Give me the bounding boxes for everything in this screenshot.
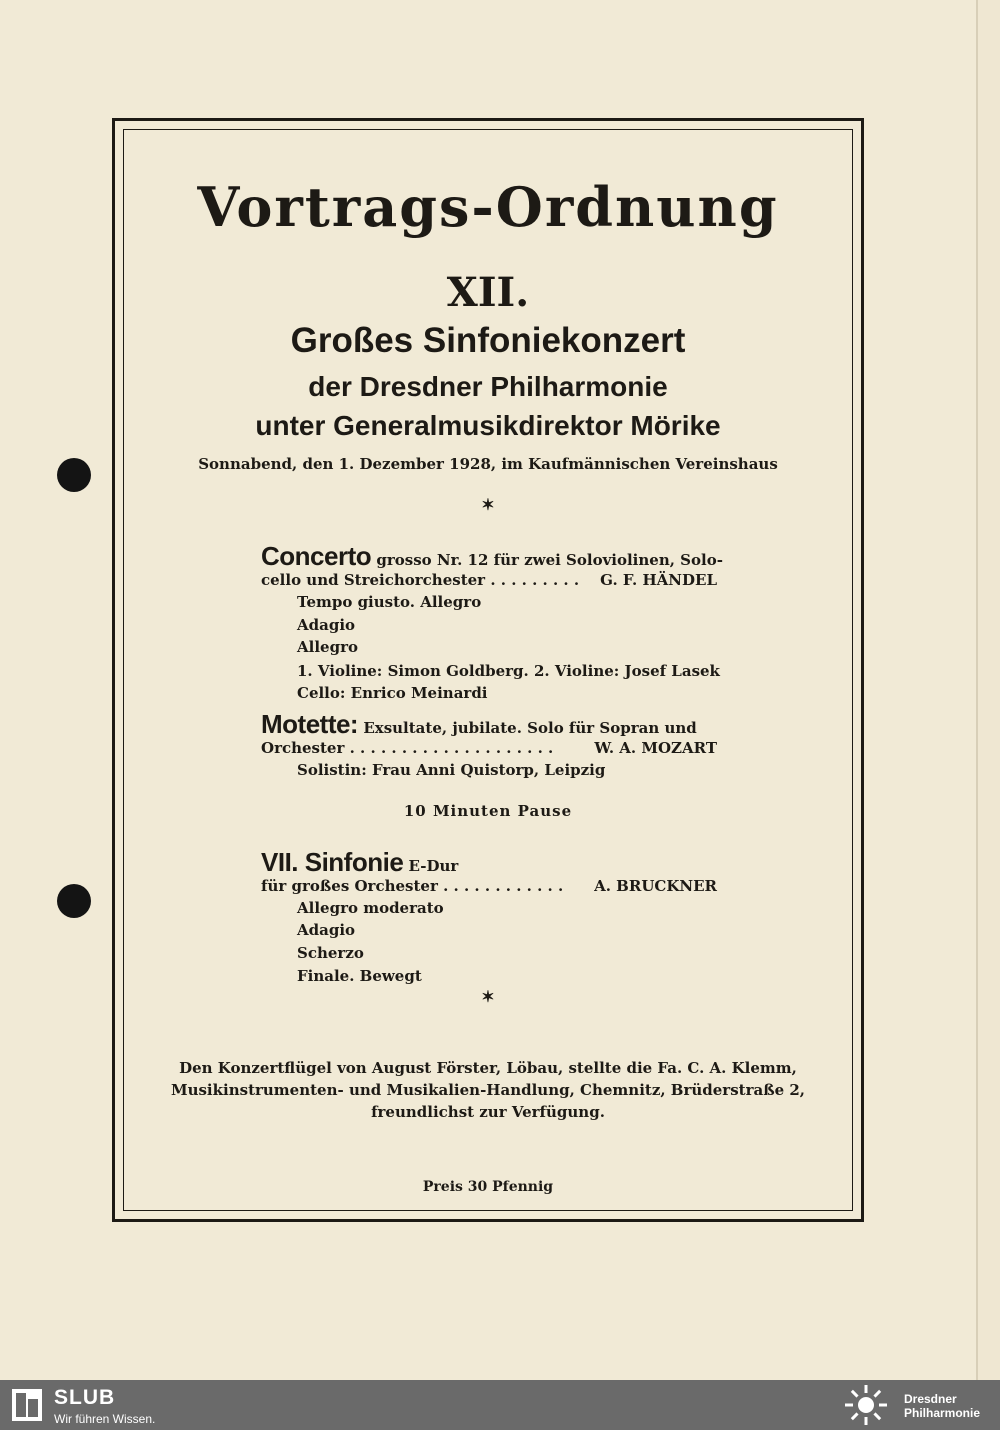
program-price: Preis 30 Pfennig <box>422 1179 554 1195</box>
sinfonie-name: VII. Sinfonie <box>261 847 404 877</box>
concerto-leader: . . . . . . . . . <box>490 571 580 589</box>
concerto-description: grosso Nr. 12 für zwei Soloviolinen, Solo- <box>376 551 723 569</box>
sinfonie-composer: A. BRUCKNER <box>594 877 717 895</box>
slub-name[interactable]: SLUB <box>54 1386 116 1409</box>
concerto-movement-2: Adagio <box>297 616 356 634</box>
piano-credit-line-3: freundlichst zur Verfügung. <box>371 1103 605 1121</box>
motette-description: Exsultate, jubilate. Solo für Sopran und <box>363 719 697 737</box>
philharmonie-logo-icon[interactable] <box>842 1384 890 1426</box>
orchestra-line: der Dresdner Philharmonie <box>308 371 668 402</box>
sinfonie-credit-line <box>261 877 717 895</box>
motette-leader: . . . . . . . . . . . . . . . . . . . . <box>349 739 554 757</box>
concerto-name: Concerto <box>261 541 372 571</box>
sinfonie-key: E-Dur <box>408 857 459 875</box>
program-title: Vortrags-Ordnung <box>197 175 779 239</box>
intermission-note: 10 Minuten Pause <box>403 802 573 820</box>
separator-star-top: ✶ <box>481 495 495 514</box>
piano-credit-line-2: Musikinstrumenten- und Musikalien-Handlung, Chemnitz, Brüderstraße 2, <box>170 1081 806 1099</box>
motette-credit-line <box>261 739 717 757</box>
punch-hole-bottom <box>57 884 91 918</box>
viewer-footer-bar <box>0 1380 1000 1430</box>
sinfonie-movement-4: Finale. Bewegt <box>297 967 422 985</box>
piano-credit-line-1: Den Konzertflügel von August Förster, Löbau, stellte die Fa. C. A. Klemm, <box>179 1059 797 1077</box>
piano-credit <box>115 1057 861 1123</box>
motette-name: Motette: <box>261 709 359 739</box>
program-content <box>115 121 861 1219</box>
program-frame <box>112 118 864 1222</box>
slub-logo-icon[interactable] <box>12 1389 42 1421</box>
concert-number: XII. <box>446 269 530 316</box>
partner-name-line-1: Dresdner <box>904 1392 957 1406</box>
slub-tagline: Wir führen Wissen. <box>54 1412 156 1426</box>
motette-heading <box>261 709 717 740</box>
date-venue-line: Sonnabend, den 1. Dezember 1928, im Kaufmännischen Vereinshaus <box>198 455 778 473</box>
separator-star-bottom: ✶ <box>481 987 495 1006</box>
sinfonie-description-2: für großes Orchester <box>261 877 438 895</box>
motette-composer: W. A. MOZART <box>594 739 717 757</box>
partner-name-line-2: Philharmonie <box>904 1406 981 1420</box>
sinfonie-movement-2: Adagio <box>297 921 356 939</box>
sinfonie-movement-3: Scherzo <box>297 944 364 962</box>
concerto-soloist-cello: Cello: Enrico Meinardi <box>297 684 488 702</box>
conductor-line: unter Generalmusikdirektor Mörike <box>255 410 721 441</box>
sinfonie-heading <box>261 847 717 878</box>
concert-title: Großes Sinfoniekonzert <box>290 321 686 360</box>
concerto-heading <box>261 541 723 572</box>
concerto-credit-line <box>261 571 717 589</box>
sinfonie-leader: . . . . . . . . . . . . <box>443 877 564 895</box>
concerto-description-2: cello und Streichorchester <box>261 571 486 589</box>
concerto-movement-1: Tempo giusto. Allegro <box>297 593 482 611</box>
punch-hole-top <box>57 458 91 492</box>
sinfonie-movement-1: Allegro moderato <box>297 899 444 917</box>
motette-soloist: Solistin: Frau Anni Quistorp, Leipzig <box>297 761 606 779</box>
concerto-movement-3: Allegro <box>297 638 358 656</box>
concerto-composer: G. F. HÄNDEL <box>600 571 717 589</box>
concerto-soloists-violins: 1. Violine: Simon Goldberg. 2. Violine: Josef Lasek <box>297 662 720 680</box>
motette-description-2: Orchester <box>261 739 345 757</box>
